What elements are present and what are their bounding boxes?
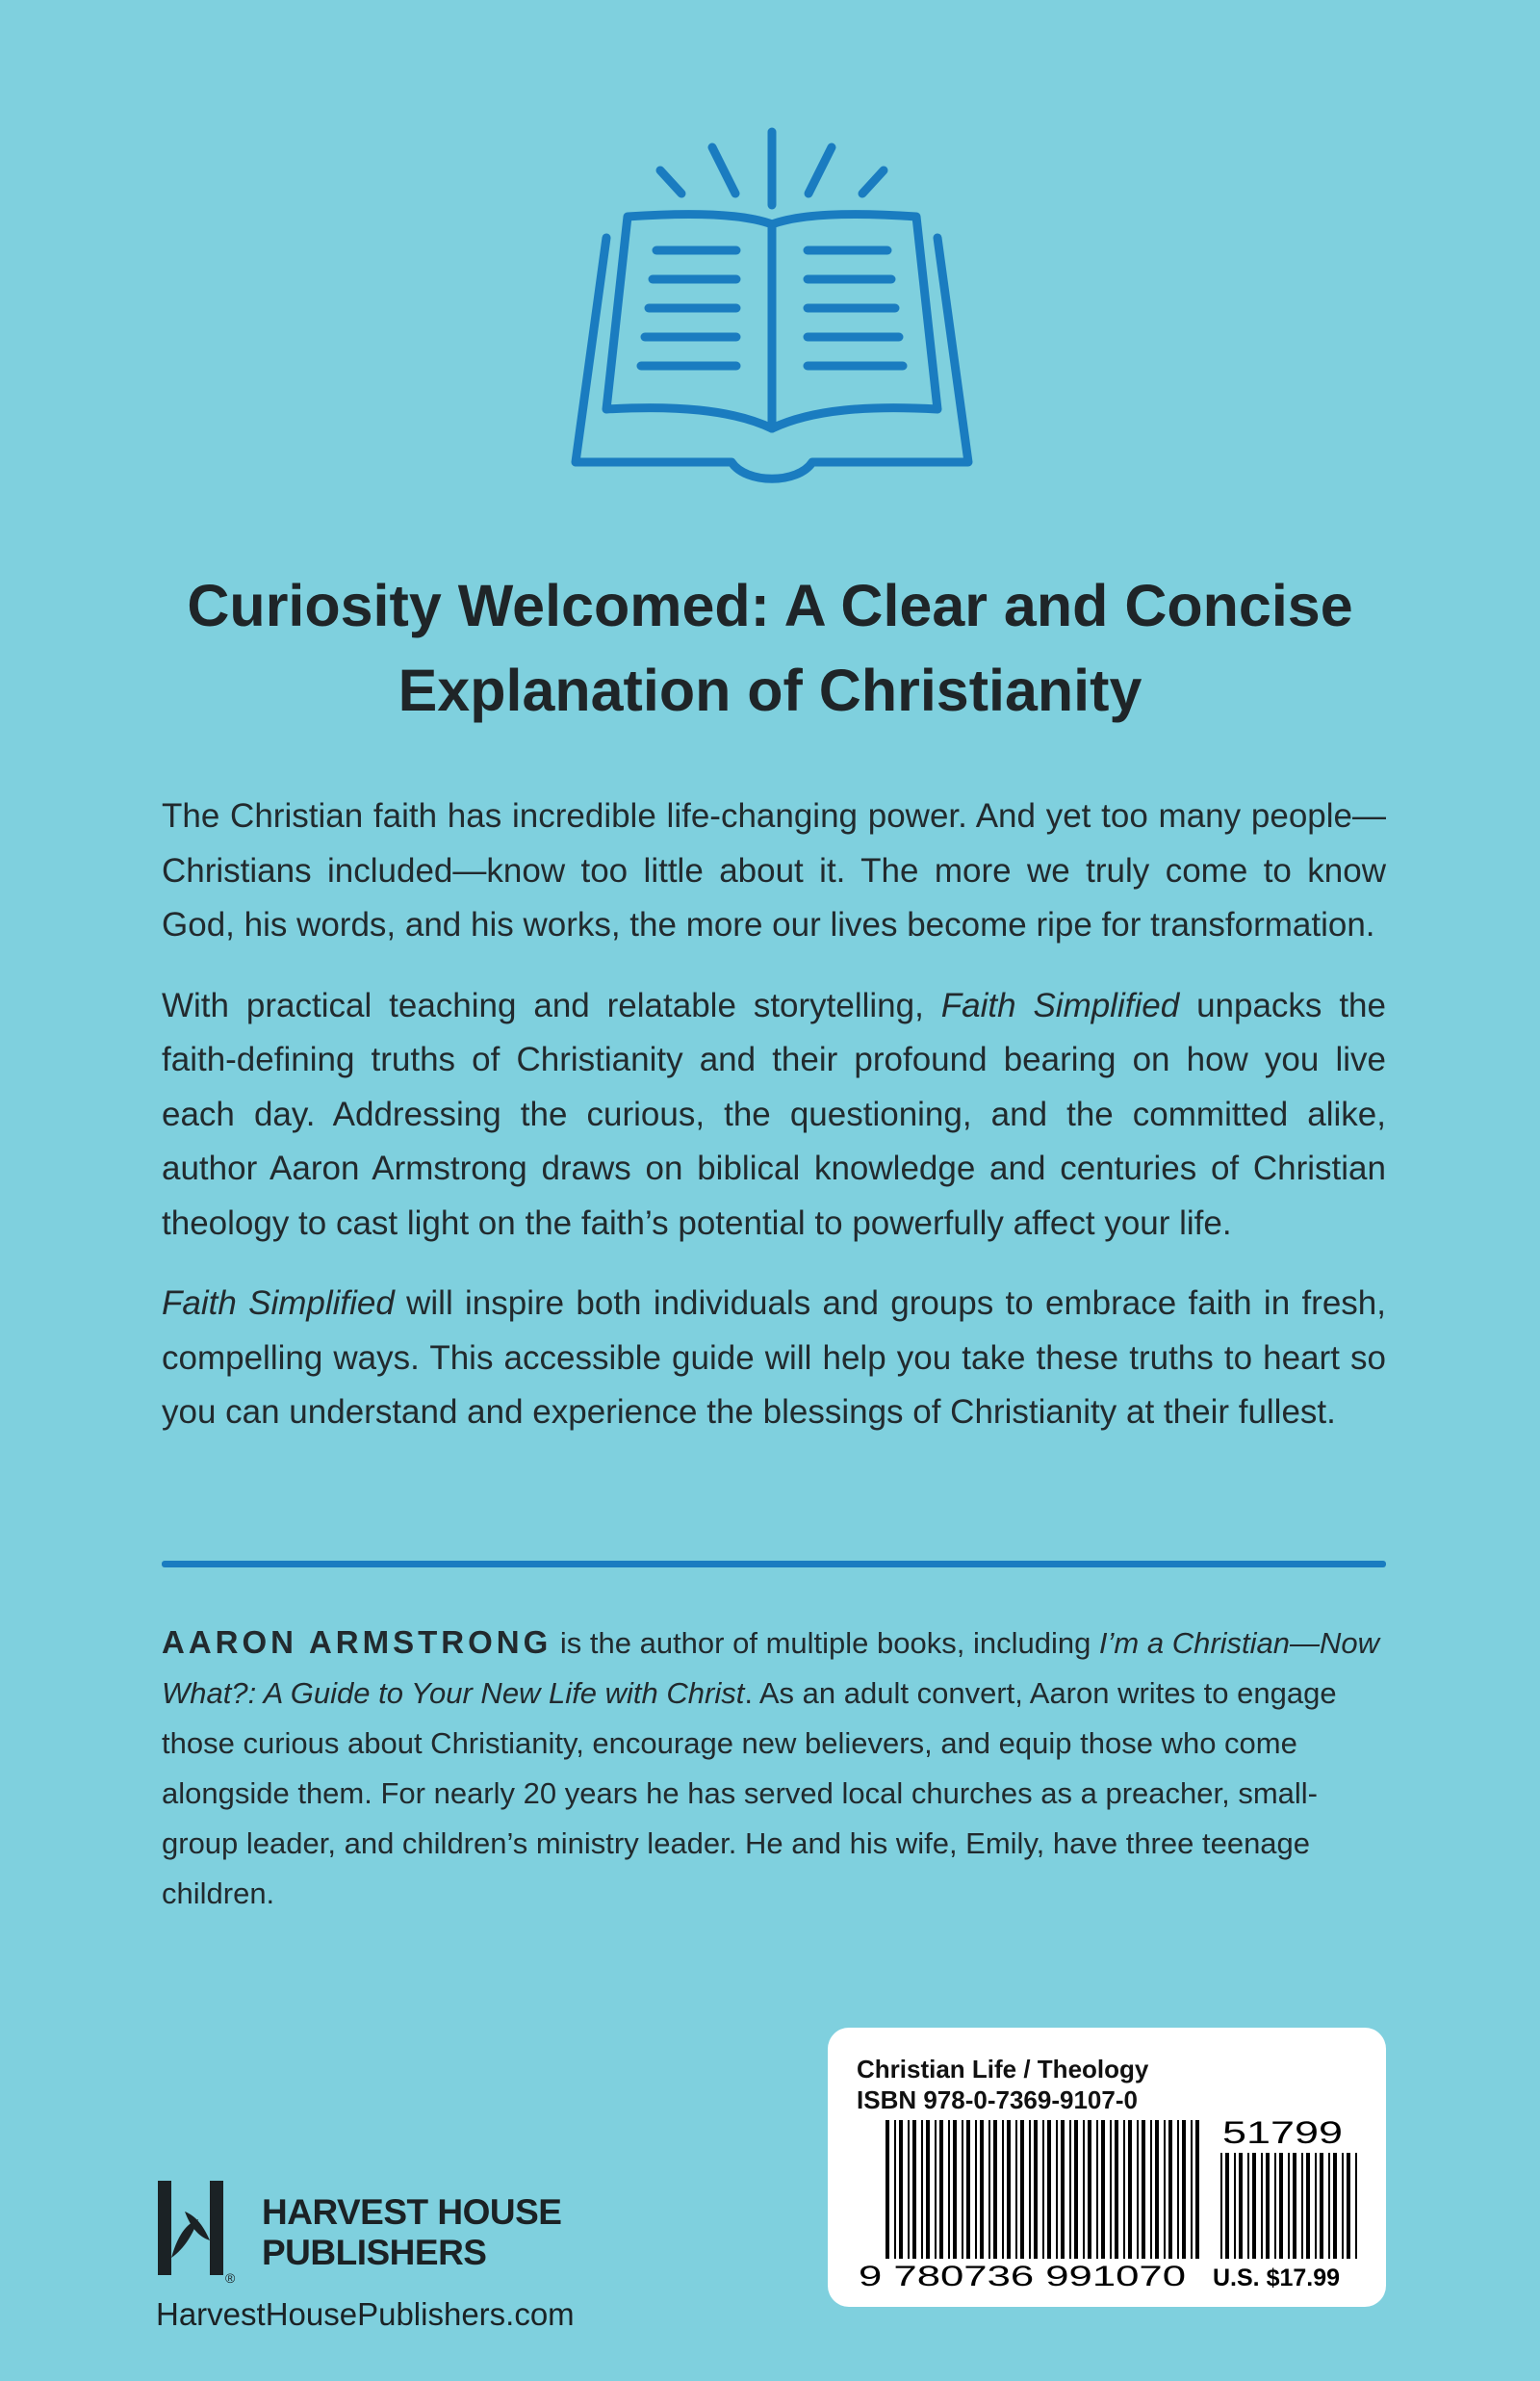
- barcode-bar: [1261, 2153, 1263, 2259]
- barcode-bar: [921, 2120, 923, 2259]
- barcode-bar: [1015, 2120, 1017, 2259]
- barcode-bar: [1155, 2120, 1159, 2259]
- headline-line-1: Curiosity Welcomed: A Clear and Concise: [187, 573, 1353, 638]
- barcode-bar: [953, 2120, 957, 2259]
- barcode-bar: [1274, 2153, 1276, 2259]
- barcode-bar: [1279, 2153, 1283, 2259]
- barcode-bar: [1239, 2153, 1243, 2259]
- price-addon-barcode: [1203, 2114, 1367, 2292]
- barcode-bar: [926, 2120, 930, 2259]
- category-label: Christian Life / Theology: [857, 2055, 1149, 2083]
- author-name: AARON ARMSTRONG: [162, 1624, 552, 1660]
- description-paragraph-2: With practical teaching and relatable storytelling, Faith Simplified unpacks the faith-defining truths of Christianity and their profound bearing on how you live each day. Addressing the curious, the questioning, and the committed alike, author Aaron Armstrong draws on biblical knowledge and centuries of Christian theology to cast light on the faith’s potential to powerfully affect your life.: [162, 986, 1386, 1242]
- author-previous-book-title: I’m a Christian—Now What?: A Guide to Your New Life with Christ: [162, 1626, 1380, 1710]
- barcode-bar: [1347, 2153, 1350, 2259]
- barcode-bar: [1096, 2120, 1098, 2259]
- book-title: Faith Simplified: [940, 986, 1180, 1024]
- barcode-bar: [1177, 2120, 1179, 2259]
- barcode-bar: [988, 2120, 990, 2259]
- barcode-bar: [899, 2120, 903, 2259]
- harvest-house-logo-icon: [156, 2181, 236, 2287]
- barcode-bar: [966, 2120, 970, 2259]
- headline: [116, 563, 1424, 733]
- barcode-bar: [962, 2120, 963, 2259]
- barcode-bar: [886, 2120, 889, 2259]
- barcode-bar: [894, 2120, 896, 2259]
- headline-line-2: Explanation of Christianity: [398, 658, 1142, 723]
- barcode-bar: [993, 2120, 997, 2259]
- description-paragraph-3: Faith Simplified will inspire both individuals and groups to embrace faith in fresh, compelling ways. This accessible guide will help you take these truths to heart so you can understand and experience the blessings of Christianity at their fullest.: [162, 1284, 1386, 1431]
- barcode-bar: [908, 2120, 910, 2259]
- author-bio: AARON ARMSTRONG is the author of multiple books, including I’m a Christian—Now What?: A Guide to Your New Life with Christ. As an adult convert, Aaron writes to engage those curious about Christianity, encourage new believers, and equip those who come alongside them. For nearly 20 years he has served local churches as a preacher, small-group leader, and children’s ministry leader. He and his wife, Emily, have three teenage children.: [162, 1624, 1380, 1910]
- barcode-bar: [1234, 2153, 1236, 2259]
- barcode-bar: [1056, 2120, 1058, 2259]
- barcode-bar: [1110, 2120, 1112, 2259]
- barcode-bar: [1195, 2120, 1199, 2259]
- barcode-bar: [1315, 2153, 1317, 2259]
- barcode-bar: [939, 2120, 943, 2259]
- barcode-bar: [948, 2120, 950, 2259]
- barcode-bar: [1007, 2120, 1011, 2259]
- barcode-bar: [1164, 2120, 1166, 2259]
- price-label: U.S. $17.99: [1213, 2265, 1341, 2291]
- barcode-bar: [1061, 2120, 1065, 2259]
- barcode-bar: [1029, 2120, 1031, 2259]
- barcode-bar: [1115, 2120, 1118, 2259]
- publisher-block: [156, 2181, 618, 2335]
- barcode-bar: [1266, 2153, 1270, 2259]
- barcode-bar: [1333, 2153, 1337, 2259]
- barcode-bar: [1252, 2153, 1256, 2259]
- barcode-bar: [1306, 2153, 1310, 2259]
- barcode-bar: [1288, 2153, 1290, 2259]
- registered-mark: ®: [225, 2270, 236, 2286]
- description-paragraph-1: The Christian faith has incredible life-changing power. And yet too many people—Christians included—know too little about it. The more we truly come to know God, his words, and his works, the more our lives become ripe for transformation.: [162, 797, 1386, 944]
- book-title: Faith Simplified: [162, 1284, 395, 1322]
- description: [162, 789, 1386, 1466]
- barcode-bar: [1101, 2120, 1105, 2259]
- barcode-bar: [1225, 2153, 1229, 2259]
- barcode-bar: [1020, 2120, 1024, 2259]
- barcode-bar: [1220, 2153, 1222, 2259]
- barcode-bar: [1142, 2120, 1145, 2259]
- barcode-bar: [1320, 2153, 1323, 2259]
- barcode-bar: [1191, 2120, 1193, 2259]
- publisher-url: HarvestHousePublishers.com: [156, 2296, 575, 2332]
- barcode-bar: [1074, 2120, 1078, 2259]
- barcode-bar: [1123, 2120, 1125, 2259]
- barcode-bar: [980, 2120, 984, 2259]
- barcode-bar: [1128, 2120, 1132, 2259]
- barcode-bar: [1342, 2153, 1344, 2259]
- barcode-bar: [1137, 2120, 1139, 2259]
- barcode-bar: [1328, 2153, 1330, 2259]
- barcode-number: 9 780736 991070: [859, 2261, 1186, 2292]
- barcode-panel: [828, 2028, 1386, 2307]
- addon-number: 51799: [1222, 2115, 1343, 2150]
- barcode-bar: [1034, 2120, 1038, 2259]
- barcode-bar: [1293, 2153, 1296, 2259]
- barcode-bar: [1002, 2120, 1004, 2259]
- publisher-name: HARVEST HOUSE PUBLISHERS: [262, 2192, 562, 2272]
- divider: [162, 1561, 1386, 1567]
- isbn-barcode: [857, 2114, 1232, 2292]
- barcode-bar: [1083, 2120, 1085, 2259]
- barcode-bar: [1355, 2153, 1357, 2259]
- barcode-bar: [1182, 2120, 1186, 2259]
- barcode-bar: [1247, 2153, 1249, 2259]
- barcode-bar: [1301, 2153, 1303, 2259]
- barcode-bar: [935, 2120, 937, 2259]
- open-book-icon: [568, 120, 972, 496]
- barcode-bar: [1150, 2120, 1152, 2259]
- barcode-bar: [912, 2120, 916, 2259]
- barcode-bar: [1042, 2120, 1044, 2259]
- barcode-bar: [1047, 2120, 1051, 2259]
- barcode-bar: [1088, 2120, 1091, 2259]
- isbn-label: ISBN 978-0-7369-9107-0: [857, 2085, 1138, 2114]
- barcode-bar: [1168, 2120, 1172, 2259]
- barcode-bar: [975, 2120, 977, 2259]
- barcode-bar: [1069, 2120, 1071, 2259]
